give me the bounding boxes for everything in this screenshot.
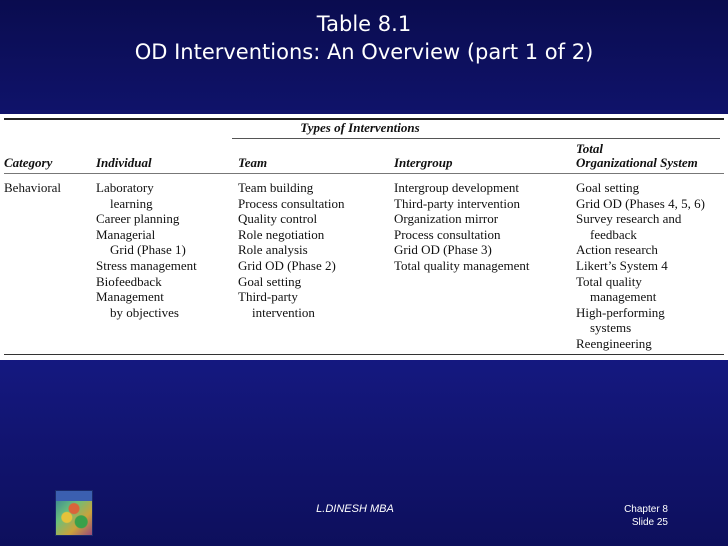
list-item: Grid (Phase 1) xyxy=(110,242,186,258)
individual-column xyxy=(96,180,197,320)
list-item: learning xyxy=(110,195,153,211)
intergroup-column xyxy=(394,180,530,274)
slide-title xyxy=(0,10,728,66)
list-item: Laboratory xyxy=(96,180,154,195)
list-item: systems xyxy=(590,320,632,336)
list-item: High-performing xyxy=(576,304,665,320)
column-header-total-line1: Total xyxy=(576,141,603,156)
footer-chapter: Chapter 8 xyxy=(624,504,668,515)
list-item: management xyxy=(590,289,657,305)
title-line-2: OD Interventions: An Overview (part 1 of 2) xyxy=(134,40,594,64)
column-header-category: Category xyxy=(4,155,53,170)
list-item: by objectives xyxy=(110,304,179,320)
list-item: Organization mirror xyxy=(394,211,499,227)
list-item: Process consultation xyxy=(238,195,345,211)
title-line-1: Table 8.1 xyxy=(316,12,412,36)
list-item: Role negotiation xyxy=(238,226,325,242)
types-header-underline xyxy=(232,138,720,139)
list-item: Grid OD (Phases 4, 5, 6) xyxy=(576,195,705,211)
list-item: Grid OD (Phase 2) xyxy=(238,257,336,273)
list-item: Biofeedback xyxy=(96,273,162,289)
list-item: Goal setting xyxy=(238,273,302,289)
list-item: Total quality xyxy=(576,273,642,289)
footer-chapter-slide xyxy=(600,503,668,529)
footer-author: L.DINESH MBA xyxy=(316,503,394,515)
interventions-table xyxy=(0,114,728,360)
list-item: Managerial xyxy=(96,226,156,242)
column-header-total xyxy=(576,142,698,170)
list-item: Intergroup development xyxy=(394,180,520,195)
list-item: Team building xyxy=(238,180,314,195)
list-item: Likert’s System 4 xyxy=(576,257,668,273)
column-header-intergroup: Intergroup xyxy=(394,155,453,170)
list-item: Third-party intervention xyxy=(394,195,520,211)
list-item: Career planning xyxy=(96,211,180,227)
footer-slide-number: Slide 25 xyxy=(631,517,668,528)
list-item: Third-party xyxy=(238,289,298,305)
book-cover-icon xyxy=(55,490,93,536)
total-organizational-column xyxy=(576,180,705,352)
list-item: Management xyxy=(96,289,164,305)
category-cell: Behavioral xyxy=(4,180,62,195)
list-item: Grid OD (Phase 3) xyxy=(394,242,492,258)
team-column xyxy=(238,180,345,320)
list-item: Action research xyxy=(576,242,658,258)
types-of-interventions-header: Types of Interventions xyxy=(300,120,420,135)
list-item: Process consultation xyxy=(394,226,501,242)
list-item: intervention xyxy=(252,304,315,320)
column-header-total-line2: Organizational System xyxy=(576,155,698,170)
header-bottom-rule xyxy=(4,173,724,174)
list-item: Reengineering xyxy=(576,335,652,351)
column-header-team: Team xyxy=(238,155,268,170)
list-item: Quality control xyxy=(238,211,318,227)
list-item: Stress management xyxy=(96,257,197,273)
category-column xyxy=(4,180,61,196)
list-item: Survey research and xyxy=(576,211,682,227)
list-item: Role analysis xyxy=(238,242,308,258)
table-bottom-rule xyxy=(4,354,724,355)
list-item: Goal setting xyxy=(576,180,640,195)
list-item: feedback xyxy=(590,226,637,242)
list-item: Total quality management xyxy=(394,257,530,273)
column-header-individual: Individual xyxy=(96,155,152,170)
book-cover-band xyxy=(56,491,92,501)
